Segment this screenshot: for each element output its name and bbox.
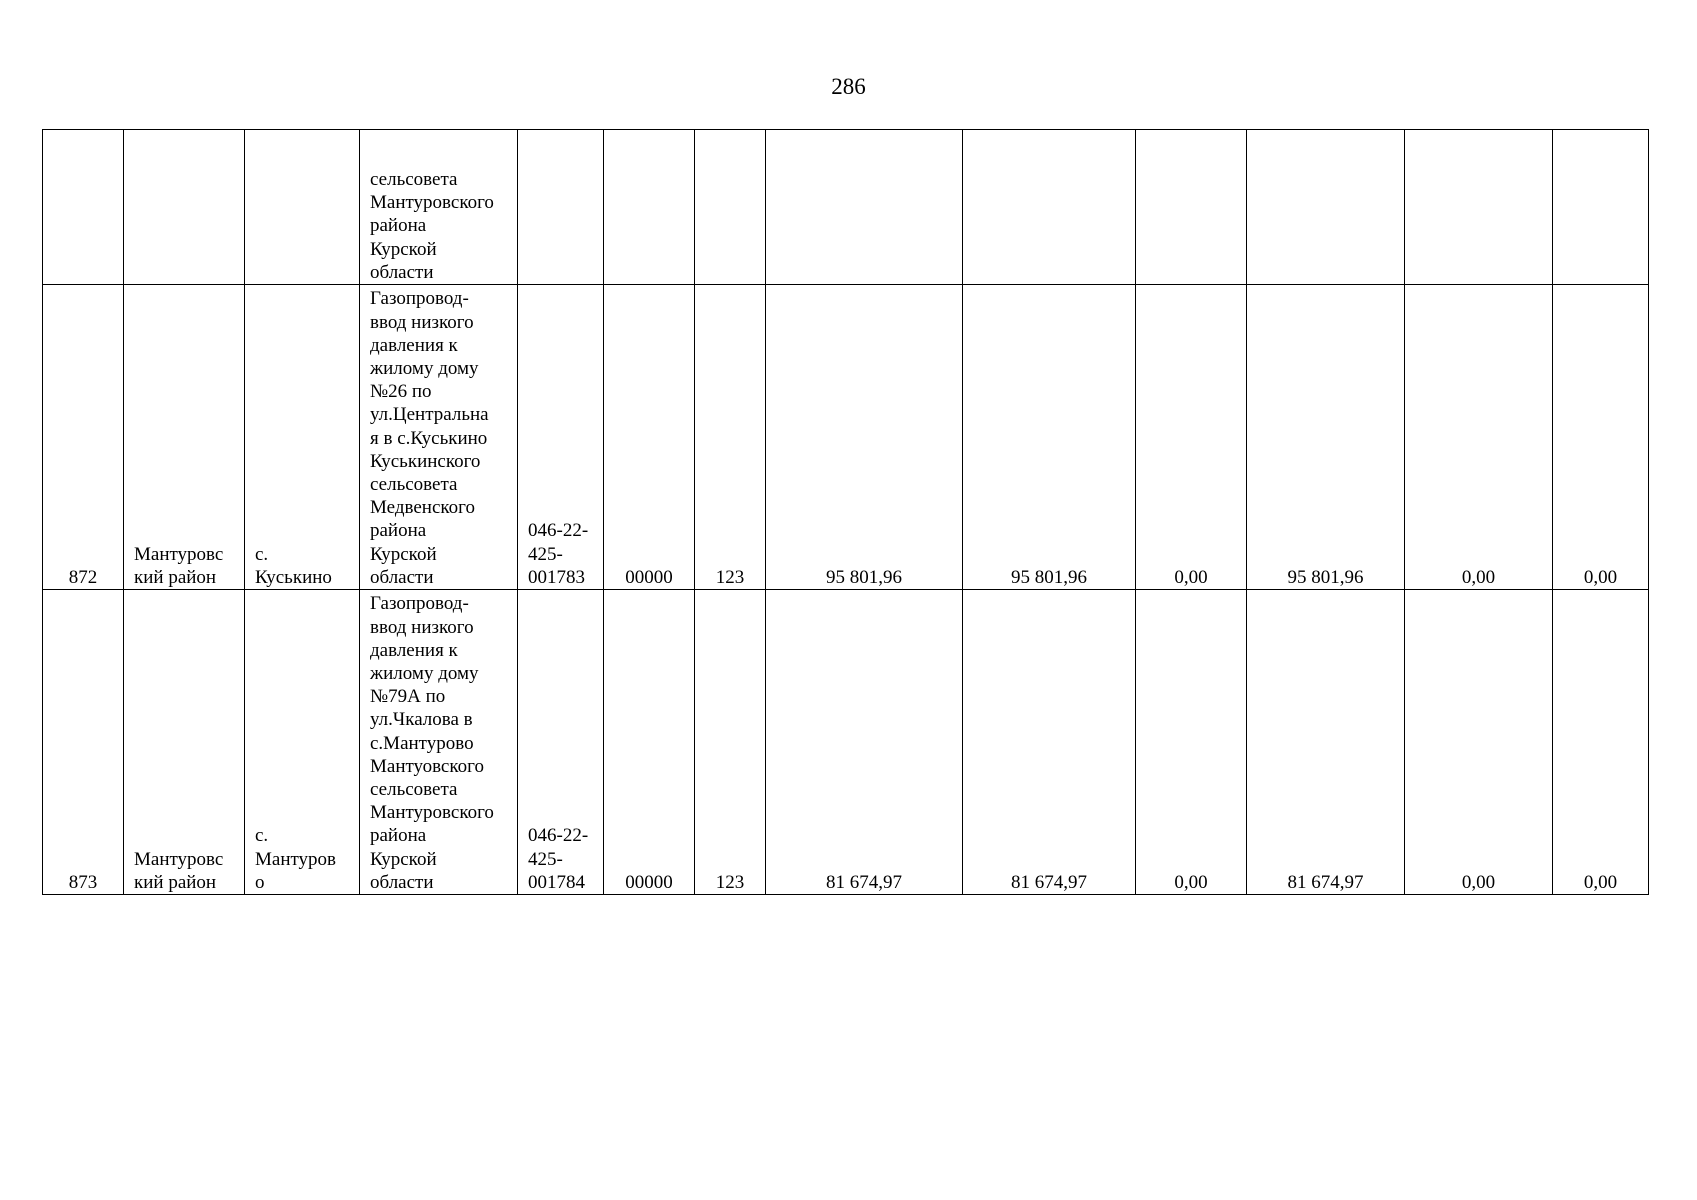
cell-col8: 81 674,97 bbox=[766, 590, 963, 895]
cell-settlement: с. Куськино bbox=[245, 285, 360, 590]
cell-settlement bbox=[245, 130, 360, 285]
table-row-continuation bbox=[43, 130, 1649, 285]
cell-col10: 0,00 bbox=[1136, 590, 1247, 895]
cell-num: 873 bbox=[43, 590, 124, 895]
cell-col12: 0,00 bbox=[1405, 590, 1553, 895]
cell-num: 872 bbox=[43, 285, 124, 590]
cell-code: 046-22- 425- 001783 bbox=[518, 285, 604, 590]
table-row bbox=[43, 285, 1649, 590]
page-number: 286 bbox=[831, 74, 866, 99]
cell-settlement: с. Мантуров о bbox=[245, 590, 360, 895]
cell-col9 bbox=[963, 130, 1136, 285]
cell-col9: 95 801,96 bbox=[963, 285, 1136, 590]
cell-col10 bbox=[1136, 130, 1247, 285]
cell-col13 bbox=[1553, 130, 1649, 285]
cell-col6: 00000 bbox=[604, 590, 695, 895]
cell-col6 bbox=[604, 130, 695, 285]
cell-num bbox=[43, 130, 124, 285]
cell-col6: 00000 bbox=[604, 285, 695, 590]
cell-col7: 123 bbox=[695, 285, 766, 590]
cell-col13: 0,00 bbox=[1553, 590, 1649, 895]
cell-col8: 95 801,96 bbox=[766, 285, 963, 590]
cell-col9: 81 674,97 bbox=[963, 590, 1136, 895]
cell-col12: 0,00 bbox=[1405, 285, 1553, 590]
cell-col12 bbox=[1405, 130, 1553, 285]
cell-district: Мантуровс кий район bbox=[124, 285, 245, 590]
cell-code bbox=[518, 130, 604, 285]
cell-col10: 0,00 bbox=[1136, 285, 1247, 590]
cell-district: Мантуровс кий район bbox=[124, 590, 245, 895]
cell-col8 bbox=[766, 130, 963, 285]
cell-description: сельсовета Мантуровского района Курской области bbox=[360, 130, 518, 285]
cell-col7 bbox=[695, 130, 766, 285]
cell-col11: 81 674,97 bbox=[1247, 590, 1405, 895]
data-table bbox=[42, 129, 1649, 895]
cell-code: 046-22- 425- 001784 bbox=[518, 590, 604, 895]
cell-description: Газопровод- ввод низкого давления к жилому дому №26 по ул.Центральна я в с.Куськино Куськинского сельсовета Медвенского района Курской области bbox=[360, 285, 518, 590]
cell-description: Газопровод- ввод низкого давления к жилому дому №79А по ул.Чкалова в с.Мантурово Мантуовского сельсовета Мантуровского района Курской области bbox=[360, 590, 518, 895]
cell-col7: 123 bbox=[695, 590, 766, 895]
cell-col11 bbox=[1247, 130, 1405, 285]
table-row bbox=[43, 590, 1649, 895]
cell-district bbox=[124, 130, 245, 285]
cell-col11: 95 801,96 bbox=[1247, 285, 1405, 590]
cell-col13: 0,00 bbox=[1553, 285, 1649, 590]
